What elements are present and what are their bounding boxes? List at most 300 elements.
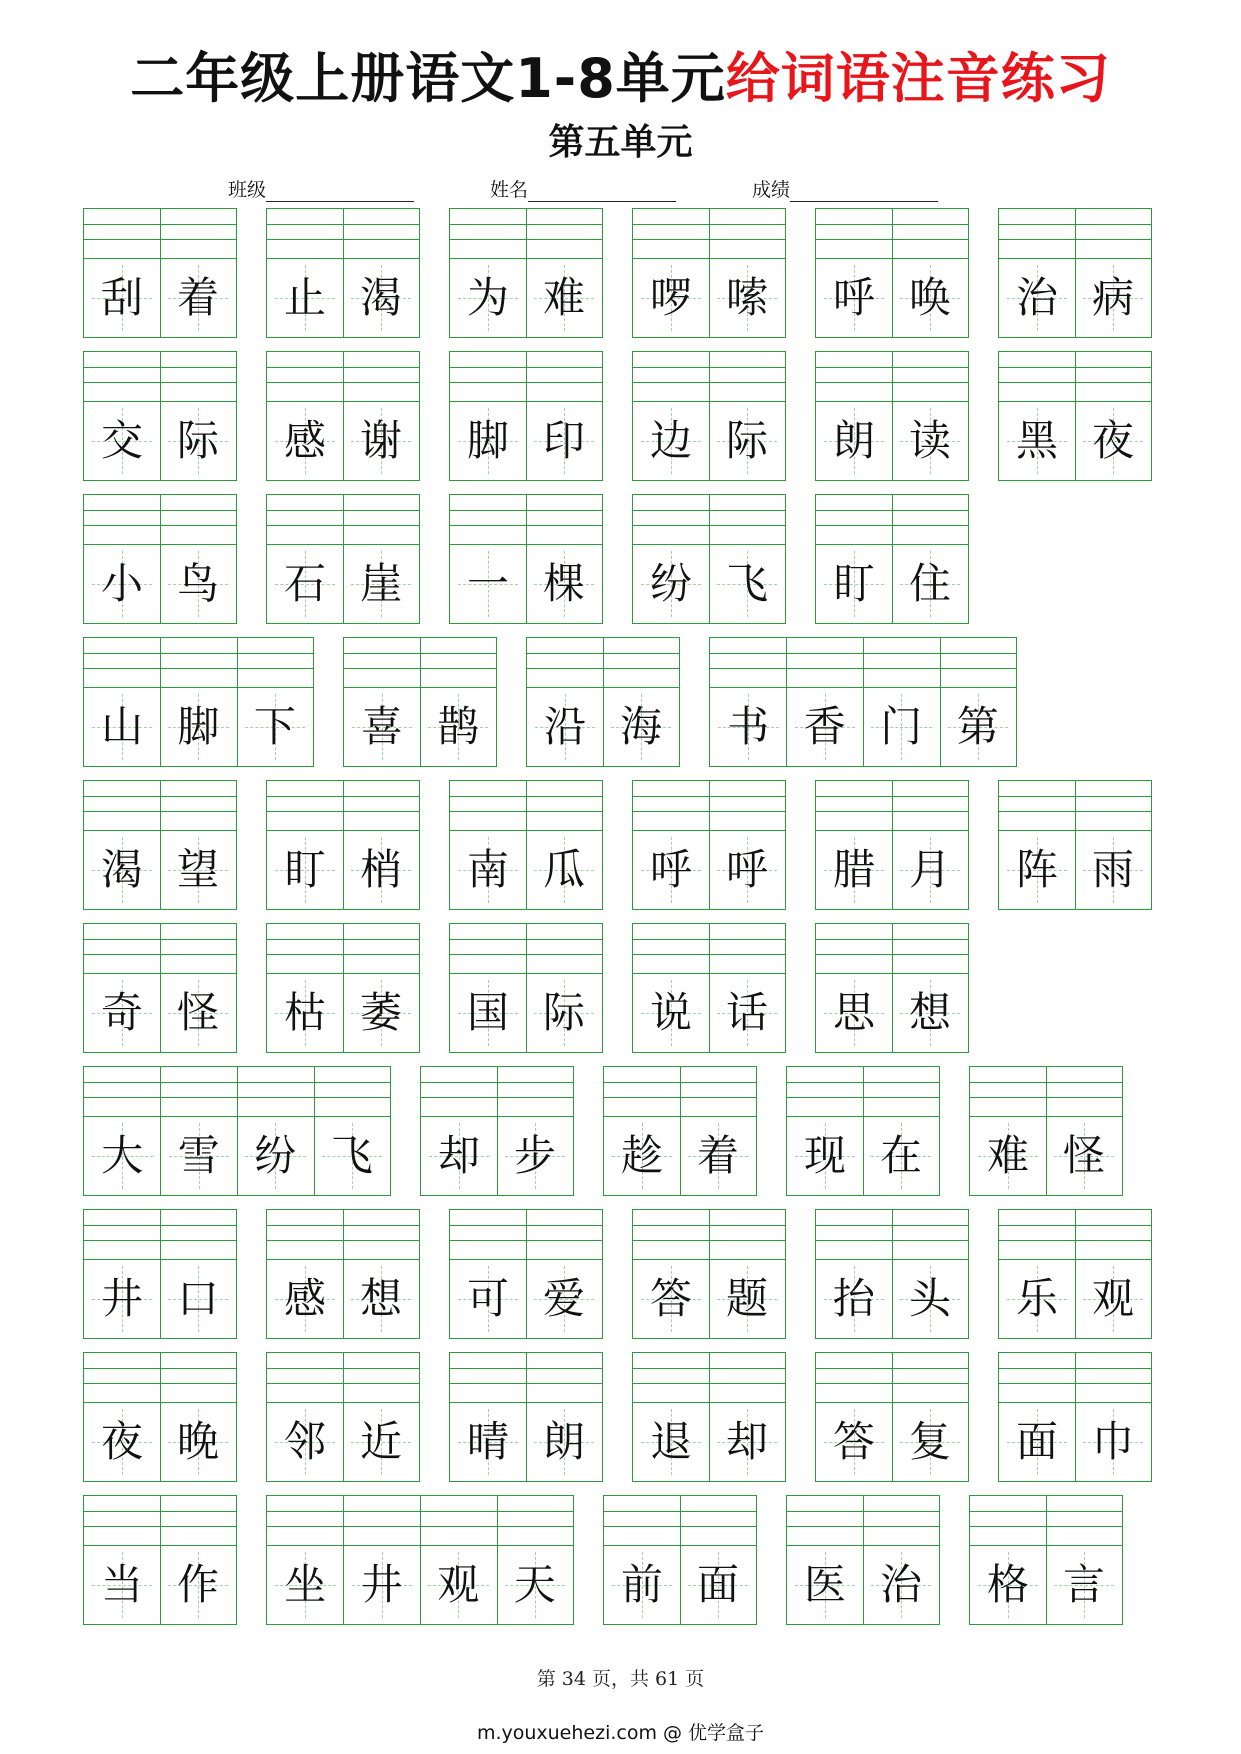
character-cell bbox=[160, 1403, 236, 1481]
hanzi-character: 纷 bbox=[649, 559, 692, 608]
cell-divider bbox=[892, 781, 893, 909]
word-box bbox=[632, 780, 786, 910]
name-label: 姓名 bbox=[490, 179, 529, 201]
character-cell bbox=[787, 1546, 863, 1624]
character-cell bbox=[710, 688, 787, 766]
word-box bbox=[83, 923, 237, 1053]
character-cell bbox=[84, 1403, 160, 1481]
character-cell bbox=[709, 259, 785, 337]
hanzi-character: 飞 bbox=[725, 559, 768, 608]
word-box bbox=[998, 351, 1152, 481]
word-box bbox=[815, 208, 969, 338]
hanzi-character: 门 bbox=[880, 702, 923, 751]
character-cell bbox=[526, 402, 602, 480]
character-cell bbox=[633, 1260, 709, 1338]
cell-divider bbox=[343, 1496, 344, 1624]
character-cell bbox=[816, 402, 892, 480]
cell-divider bbox=[237, 1067, 238, 1195]
score-label: 成绩 bbox=[752, 179, 791, 201]
hanzi-character: 山 bbox=[101, 702, 144, 751]
hanzi-character: 观 bbox=[437, 1560, 480, 1609]
cell-divider bbox=[160, 781, 161, 909]
character-cell bbox=[816, 545, 892, 623]
character-cell bbox=[999, 402, 1075, 480]
character-cell bbox=[633, 545, 709, 623]
character-cell bbox=[604, 1117, 680, 1195]
hanzi-character: 际 bbox=[176, 416, 219, 465]
character-row bbox=[84, 688, 313, 766]
word-box bbox=[998, 208, 1152, 338]
hanzi-character: 话 bbox=[725, 988, 768, 1037]
hanzi-character: 谢 bbox=[359, 416, 402, 465]
cell-divider bbox=[603, 638, 604, 766]
hanzi-character: 前 bbox=[620, 1560, 663, 1609]
word-box bbox=[266, 351, 420, 481]
hanzi-character: 答 bbox=[832, 1417, 875, 1466]
hanzi-character: 鸟 bbox=[176, 559, 219, 608]
character-cell bbox=[84, 831, 160, 909]
cell-divider bbox=[160, 1496, 161, 1624]
character-cell bbox=[497, 1546, 574, 1624]
hanzi-character: 雨 bbox=[1091, 845, 1134, 894]
character-cell bbox=[709, 402, 785, 480]
hanzi-character: 乐 bbox=[1015, 1274, 1058, 1323]
word-box bbox=[709, 637, 1017, 767]
cell-divider bbox=[343, 209, 344, 337]
character-cell bbox=[633, 831, 709, 909]
cell-divider bbox=[1075, 209, 1076, 337]
cell-divider bbox=[526, 352, 527, 480]
hanzi-character: 坐 bbox=[284, 1560, 327, 1609]
cell-divider bbox=[526, 924, 527, 1052]
score-blank[interactable] bbox=[790, 181, 938, 202]
hanzi-character: 复 bbox=[908, 1417, 951, 1466]
character-cell bbox=[344, 1546, 421, 1624]
cell-divider bbox=[863, 1067, 864, 1195]
cell-divider bbox=[680, 1067, 681, 1195]
character-cell bbox=[816, 1403, 892, 1481]
word-box bbox=[815, 494, 969, 624]
character-cell bbox=[160, 545, 236, 623]
word-box bbox=[266, 1209, 420, 1339]
hanzi-character: 脚 bbox=[177, 702, 220, 751]
hanzi-character: 脚 bbox=[466, 416, 509, 465]
hanzi-character: 病 bbox=[1091, 273, 1134, 322]
word-box bbox=[343, 637, 497, 767]
class-field bbox=[228, 178, 414, 206]
character-cell bbox=[343, 1260, 419, 1338]
word-box bbox=[969, 1066, 1123, 1196]
word-box bbox=[83, 637, 314, 767]
cell-divider bbox=[892, 924, 893, 1052]
character-cell bbox=[526, 259, 602, 337]
hanzi-character: 思 bbox=[832, 988, 875, 1037]
character-cell bbox=[84, 688, 160, 766]
character-cell bbox=[343, 402, 419, 480]
character-cell bbox=[999, 1403, 1075, 1481]
hanzi-character: 格 bbox=[986, 1560, 1029, 1609]
hanzi-character: 近 bbox=[359, 1417, 402, 1466]
hanzi-character: 阵 bbox=[1015, 845, 1058, 894]
hanzi-character: 黑 bbox=[1015, 416, 1058, 465]
word-box bbox=[266, 208, 420, 338]
site-watermark: m.youxuehezi.com @ 优学盒子 bbox=[476, 1722, 765, 1744]
hanzi-character: 可 bbox=[466, 1274, 509, 1323]
hanzi-character: 头 bbox=[908, 1274, 951, 1323]
hanzi-character: 却 bbox=[437, 1131, 480, 1180]
character-cell bbox=[84, 402, 160, 480]
character-cell bbox=[314, 1117, 391, 1195]
character-cell bbox=[160, 259, 236, 337]
character-cell bbox=[450, 545, 526, 623]
hanzi-character: 难 bbox=[542, 273, 585, 322]
word-box bbox=[632, 1352, 786, 1482]
character-cell bbox=[450, 1403, 526, 1481]
hanzi-character: 却 bbox=[725, 1417, 768, 1466]
character-cell bbox=[709, 545, 785, 623]
hanzi-character: 感 bbox=[283, 416, 326, 465]
character-cell bbox=[603, 688, 679, 766]
cell-divider bbox=[1075, 1353, 1076, 1481]
hanzi-character: 奇 bbox=[100, 988, 143, 1037]
word-box bbox=[449, 1352, 603, 1482]
cell-divider bbox=[314, 1067, 315, 1195]
word-box bbox=[632, 208, 786, 338]
character-cell bbox=[970, 1546, 1046, 1624]
character-cell bbox=[940, 688, 1017, 766]
character-cell bbox=[84, 974, 160, 1052]
hanzi-character: 国 bbox=[466, 988, 509, 1037]
character-cell bbox=[420, 688, 496, 766]
character-cell bbox=[892, 974, 968, 1052]
cell-divider bbox=[237, 638, 238, 766]
character-cell bbox=[160, 1546, 236, 1624]
hanzi-character: 喜 bbox=[360, 702, 403, 751]
character-cell bbox=[161, 1117, 238, 1195]
hanzi-character: 观 bbox=[1091, 1274, 1134, 1323]
character-cell bbox=[526, 974, 602, 1052]
character-cell bbox=[892, 259, 968, 337]
character-cell bbox=[816, 259, 892, 337]
hanzi-character: 棵 bbox=[542, 559, 585, 608]
cell-divider bbox=[343, 781, 344, 909]
hanzi-character: 着 bbox=[696, 1131, 739, 1180]
hanzi-character: 交 bbox=[100, 416, 143, 465]
character-cell bbox=[709, 974, 785, 1052]
character-cell bbox=[450, 402, 526, 480]
character-cell bbox=[267, 1403, 343, 1481]
hanzi-character: 飞 bbox=[330, 1131, 373, 1180]
character-cell bbox=[892, 545, 968, 623]
cell-divider bbox=[940, 638, 941, 766]
character-cell bbox=[343, 974, 419, 1052]
hanzi-character: 怪 bbox=[176, 988, 219, 1037]
character-cell bbox=[84, 1260, 160, 1338]
character-cell bbox=[816, 974, 892, 1052]
hanzi-character: 感 bbox=[283, 1274, 326, 1323]
word-box bbox=[815, 1352, 969, 1482]
character-cell bbox=[892, 402, 968, 480]
character-cell bbox=[1075, 1260, 1151, 1338]
cell-divider bbox=[160, 495, 161, 623]
word-box bbox=[83, 780, 237, 910]
character-cell bbox=[267, 831, 343, 909]
word-box bbox=[449, 923, 603, 1053]
hanzi-character: 步 bbox=[513, 1131, 556, 1180]
score-field bbox=[752, 178, 938, 206]
hanzi-character: 雪 bbox=[177, 1131, 220, 1180]
character-cell bbox=[344, 688, 420, 766]
character-cell bbox=[1075, 1403, 1151, 1481]
hanzi-character: 鹊 bbox=[436, 702, 479, 751]
hanzi-character: 为 bbox=[466, 273, 509, 322]
hanzi-character: 呼 bbox=[649, 845, 692, 894]
cell-divider bbox=[343, 495, 344, 623]
cell-divider bbox=[526, 1353, 527, 1481]
cell-divider bbox=[420, 638, 421, 766]
character-cell bbox=[84, 1117, 161, 1195]
hanzi-character: 答 bbox=[649, 1274, 692, 1323]
hanzi-character: 抬 bbox=[832, 1274, 875, 1323]
cell-divider bbox=[892, 352, 893, 480]
character-cell bbox=[421, 1117, 497, 1195]
word-box bbox=[786, 1066, 940, 1196]
class-blank[interactable] bbox=[266, 181, 414, 202]
hanzi-character: 第 bbox=[956, 702, 999, 751]
word-box bbox=[815, 923, 969, 1053]
character-cell bbox=[160, 974, 236, 1052]
character-cell bbox=[267, 1546, 344, 1624]
pinyin-writing-area[interactable] bbox=[84, 638, 313, 688]
hanzi-character: 香 bbox=[803, 702, 846, 751]
cell-divider bbox=[709, 1210, 710, 1338]
character-cell bbox=[680, 1117, 756, 1195]
hanzi-character: 治 bbox=[1015, 273, 1058, 322]
hanzi-character: 崖 bbox=[359, 559, 402, 608]
hanzi-character: 医 bbox=[803, 1560, 846, 1609]
hanzi-character: 面 bbox=[696, 1560, 739, 1609]
hanzi-character: 啰 bbox=[649, 273, 692, 322]
hanzi-character: 一 bbox=[466, 559, 509, 608]
character-cell bbox=[420, 1546, 497, 1624]
hanzi-character: 南 bbox=[466, 845, 509, 894]
hanzi-character: 小 bbox=[100, 559, 143, 608]
word-box bbox=[83, 351, 237, 481]
cell-divider bbox=[526, 781, 527, 909]
character-cell bbox=[1046, 1546, 1122, 1624]
hanzi-character: 渴 bbox=[100, 845, 143, 894]
hanzi-character: 瓜 bbox=[542, 845, 585, 894]
hanzi-character: 想 bbox=[359, 1274, 402, 1323]
character-cell bbox=[1075, 831, 1151, 909]
cell-divider bbox=[709, 209, 710, 337]
cell-divider bbox=[1075, 352, 1076, 480]
cell-divider bbox=[160, 638, 161, 766]
character-cell bbox=[527, 688, 603, 766]
character-cell bbox=[84, 1546, 160, 1624]
hanzi-character: 题 bbox=[725, 1274, 768, 1323]
hanzi-character: 朗 bbox=[832, 416, 875, 465]
character-cell bbox=[267, 545, 343, 623]
hanzi-character: 纷 bbox=[254, 1131, 297, 1180]
character-cell bbox=[709, 831, 785, 909]
cell-divider bbox=[1046, 1496, 1047, 1624]
hanzi-character: 爱 bbox=[542, 1274, 585, 1323]
cell-divider bbox=[160, 1067, 161, 1195]
character-cell bbox=[633, 259, 709, 337]
hanzi-character: 盯 bbox=[283, 845, 326, 894]
name-blank[interactable] bbox=[528, 181, 676, 202]
cell-divider bbox=[892, 209, 893, 337]
character-cell bbox=[237, 1117, 314, 1195]
title-highlight: 给词语注音练习 bbox=[725, 47, 1111, 110]
word-box bbox=[83, 1209, 237, 1339]
word-box bbox=[998, 780, 1152, 910]
cell-divider bbox=[1046, 1067, 1047, 1195]
character-cell bbox=[604, 1546, 680, 1624]
hanzi-character: 读 bbox=[908, 416, 951, 465]
cell-divider bbox=[863, 638, 864, 766]
word-box bbox=[449, 1209, 603, 1339]
name-field bbox=[490, 178, 676, 206]
character-cell bbox=[84, 259, 160, 337]
hanzi-character: 在 bbox=[879, 1131, 922, 1180]
hanzi-character: 印 bbox=[542, 416, 585, 465]
character-cell bbox=[343, 545, 419, 623]
hanzi-character: 口 bbox=[176, 1274, 219, 1323]
character-cell bbox=[343, 1403, 419, 1481]
character-cell bbox=[816, 831, 892, 909]
cell-divider bbox=[160, 1210, 161, 1338]
character-cell bbox=[999, 1260, 1075, 1338]
character-cell bbox=[267, 1260, 343, 1338]
hanzi-character: 嗦 bbox=[725, 273, 768, 322]
character-cell bbox=[709, 1403, 785, 1481]
hanzi-character: 着 bbox=[176, 273, 219, 322]
cell-divider bbox=[709, 781, 710, 909]
cell-divider bbox=[343, 1210, 344, 1338]
hanzi-character: 大 bbox=[101, 1131, 144, 1180]
hanzi-character: 望 bbox=[176, 845, 219, 894]
hanzi-character: 腊 bbox=[832, 845, 875, 894]
word-box bbox=[266, 1352, 420, 1482]
character-cell bbox=[267, 402, 343, 480]
word-box bbox=[266, 923, 420, 1053]
cell-divider bbox=[786, 638, 787, 766]
word-box bbox=[815, 1209, 969, 1339]
cell-divider bbox=[160, 352, 161, 480]
hanzi-character: 退 bbox=[649, 1417, 692, 1466]
word-box bbox=[969, 1495, 1123, 1625]
hanzi-character: 现 bbox=[803, 1131, 846, 1180]
hanzi-character: 夜 bbox=[100, 1417, 143, 1466]
word-box bbox=[83, 1495, 237, 1625]
cell-divider bbox=[709, 924, 710, 1052]
word-box bbox=[266, 780, 420, 910]
character-cell bbox=[863, 1546, 939, 1624]
hanzi-character: 治 bbox=[879, 1560, 922, 1609]
hanzi-character: 井 bbox=[360, 1560, 403, 1609]
hanzi-character: 呼 bbox=[725, 845, 768, 894]
hanzi-character: 天 bbox=[513, 1560, 556, 1609]
hanzi-character: 邻 bbox=[283, 1417, 326, 1466]
character-cell bbox=[450, 1260, 526, 1338]
hanzi-character: 边 bbox=[649, 416, 692, 465]
character-cell bbox=[84, 545, 160, 623]
word-box bbox=[786, 1495, 940, 1625]
hanzi-character: 呼 bbox=[832, 273, 875, 322]
cell-divider bbox=[497, 1496, 498, 1624]
character-cell bbox=[863, 688, 940, 766]
cell-divider bbox=[343, 924, 344, 1052]
cell-divider bbox=[526, 1210, 527, 1338]
page-title bbox=[0, 44, 1241, 114]
word-box bbox=[632, 494, 786, 624]
character-cell bbox=[267, 974, 343, 1052]
hanzi-character: 刮 bbox=[100, 273, 143, 322]
word-box bbox=[420, 1066, 574, 1196]
hanzi-character: 沿 bbox=[543, 702, 586, 751]
character-cell bbox=[160, 402, 236, 480]
hanzi-character: 想 bbox=[908, 988, 951, 1037]
character-cell bbox=[892, 1403, 968, 1481]
character-cell bbox=[999, 831, 1075, 909]
word-box bbox=[449, 494, 603, 624]
hanzi-character: 作 bbox=[176, 1560, 219, 1609]
hanzi-character: 梢 bbox=[359, 845, 402, 894]
hanzi-character: 唤 bbox=[908, 273, 951, 322]
character-cell bbox=[970, 1117, 1046, 1195]
page-number: 第 34 页，共 61 页 bbox=[536, 1668, 705, 1690]
cell-divider bbox=[1075, 781, 1076, 909]
character-cell bbox=[999, 259, 1075, 337]
hanzi-character: 晚 bbox=[176, 1417, 219, 1466]
word-box bbox=[998, 1352, 1152, 1482]
hanzi-character: 趁 bbox=[620, 1131, 663, 1180]
character-cell bbox=[450, 974, 526, 1052]
character-cell bbox=[892, 831, 968, 909]
character-cell bbox=[709, 1260, 785, 1338]
character-cell bbox=[787, 1117, 863, 1195]
hanzi-character: 巾 bbox=[1091, 1417, 1134, 1466]
character-cell bbox=[1046, 1117, 1122, 1195]
character-cell bbox=[526, 1403, 602, 1481]
character-cell bbox=[892, 1260, 968, 1338]
word-box bbox=[449, 780, 603, 910]
hanzi-character: 难 bbox=[986, 1131, 1029, 1180]
hanzi-character: 月 bbox=[908, 845, 951, 894]
cell-divider bbox=[1075, 1210, 1076, 1338]
word-box bbox=[266, 1495, 574, 1625]
hanzi-character: 渴 bbox=[359, 273, 402, 322]
word-box bbox=[998, 1209, 1152, 1339]
hanzi-character: 止 bbox=[283, 273, 326, 322]
hanzi-character: 石 bbox=[283, 559, 326, 608]
character-cell bbox=[160, 831, 236, 909]
character-cell bbox=[237, 688, 313, 766]
hanzi-character: 面 bbox=[1015, 1417, 1058, 1466]
hanzi-character: 当 bbox=[100, 1560, 143, 1609]
cell-divider bbox=[526, 495, 527, 623]
hanzi-character: 盯 bbox=[832, 559, 875, 608]
word-box bbox=[632, 923, 786, 1053]
cell-divider bbox=[709, 1353, 710, 1481]
hanzi-character: 萎 bbox=[359, 988, 402, 1037]
cell-divider bbox=[420, 1496, 421, 1624]
hanzi-character: 际 bbox=[725, 416, 768, 465]
character-cell bbox=[680, 1546, 756, 1624]
word-box bbox=[632, 1209, 786, 1339]
